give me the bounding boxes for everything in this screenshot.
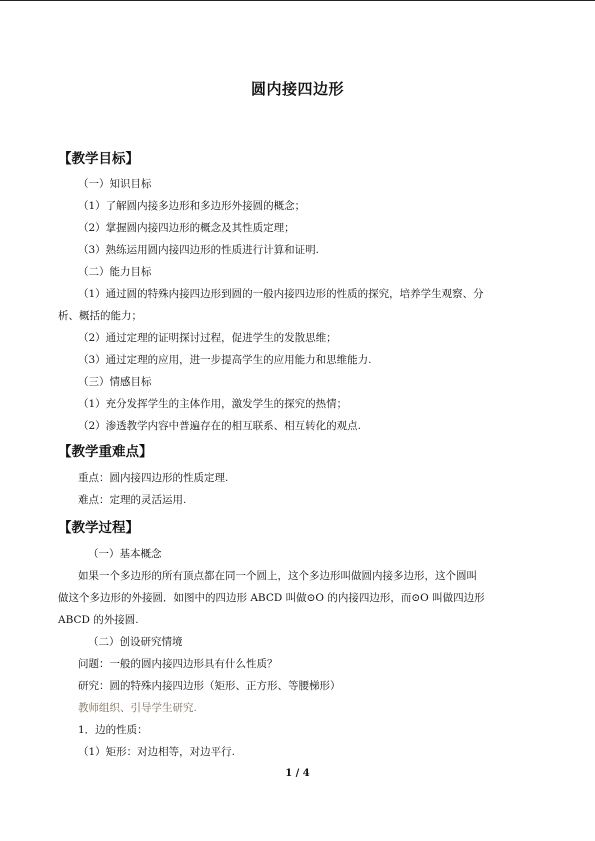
process-scene-head: （二）创设研究情境 [88, 636, 183, 648]
process-p1-line1: 如果一个多边形的所有顶点都在同一个圆上，这个多边形叫做圆内接多边形，这个圆叫 [78, 570, 477, 582]
page-title: 圆内接四边形 [250, 80, 344, 98]
top-rule [0, 0, 595, 1]
goals-e2: （2）渗透教学内容中普遍存在的相互联系、相互转化的观点. [78, 420, 362, 432]
goals-a2: （2）通过定理的证明探讨过程，促进学生的发散思维； [78, 332, 337, 344]
goals-knowledge-head: （一）知识目标 [78, 178, 152, 190]
goals-a3: （3）通过定理的应用，进一步提高学生的应用能力和思维能力. [78, 354, 372, 366]
process-side-head: 1．边的性质： [78, 724, 148, 736]
keypoints-key: 重点：圆内接四边形的性质定理. [78, 472, 229, 484]
goals-k2: （2）掌握圆内接四边形的概念及其性质定理； [78, 222, 295, 234]
goals-k1: （1）了解圆内接多边形和多边形外接圆的概念； [78, 200, 306, 212]
section-heading-keypoints: 【教学重难点】 [58, 444, 153, 460]
process-teacher: 教师组织、引导学生研究. [78, 702, 197, 714]
goals-k3: （3）熟练运用圆内接四边形的性质进行计算和证明. [78, 244, 320, 256]
page-number: 1 / 4 [285, 768, 310, 779]
process-question: 问题：一般的圆内接四边形具有什么性质？ [78, 658, 278, 670]
goals-a1-line2: 析、概括的能力； [58, 310, 142, 322]
keypoints-difficulty: 难点：定理的灵活运用. [78, 494, 187, 506]
goals-emotion-head: （三）情感目标 [78, 376, 152, 388]
process-research: 研究：圆的特殊内接四边形（矩形、正方形、等腰梯形） [78, 680, 341, 692]
process-basic-head: （一）基本概念 [88, 548, 162, 560]
section-heading-process: 【教学过程】 [58, 520, 139, 536]
section-heading-goals: 【教学目标】 [58, 151, 139, 167]
process-p1-line3: ABCD 的外接圆. [58, 614, 139, 626]
process-p1-line2: 做这个多边形的外接圆．如图中的四边形 ABCD 叫做⊙O 的内接四边形，而⊙O 叫做四边形 [58, 592, 485, 604]
process-rect: （1）矩形：对边相等，对边平行. [78, 746, 236, 758]
goals-a1-line1: （1）通过圆的特殊内接四边形到圆的一般内接四边形的性质的探究，培养学生观察、分 [78, 288, 484, 300]
goals-ability-head: （二）能力目标 [78, 266, 152, 278]
goals-e1: （1）充分发挥学生的主体作用，激发学生的探究的热情； [78, 398, 348, 410]
